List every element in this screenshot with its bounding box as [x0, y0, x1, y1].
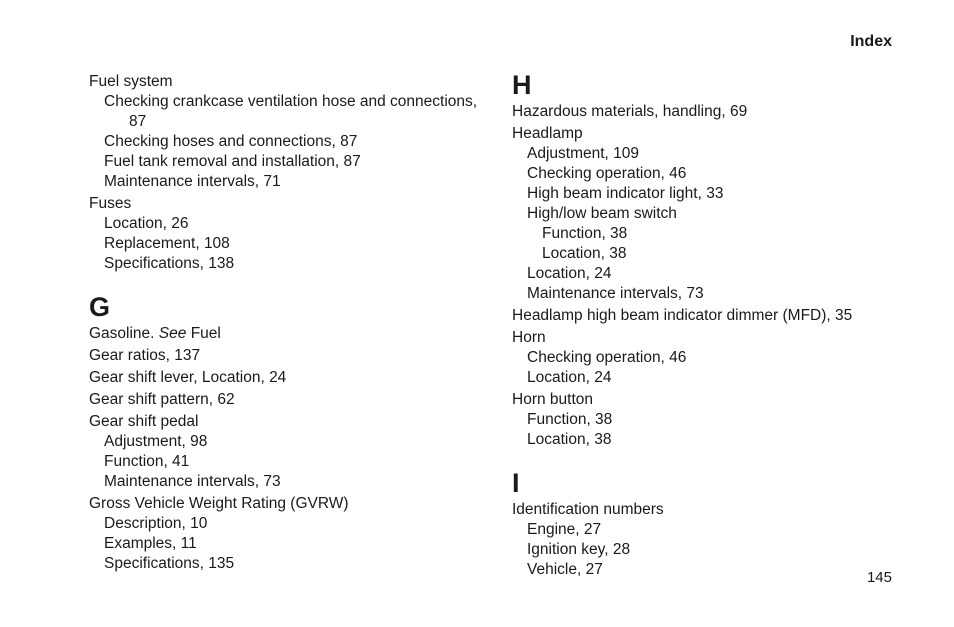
index-entry-gasoline	[89, 324, 479, 344]
index-entry-gear-shift-pedal: Gear shift pedal	[89, 413, 199, 430]
index-subentry-horn-button-function: Function, 38	[527, 411, 613, 428]
index-subsubentry-switch-function: Function, 38	[542, 225, 628, 242]
index-subentry-gvwr-description: Description, 10	[104, 515, 208, 532]
index-entry-identification: Identification numbers	[512, 501, 664, 518]
index-subentry-gvwr-specifications: Specifications, 135	[104, 555, 235, 572]
index-entry-horn: Horn	[512, 329, 546, 346]
index-subentry-pedal-maintenance: Maintenance intervals, 73	[104, 473, 281, 490]
index-subentry-headlamp-checking: Checking operation, 46	[527, 165, 687, 182]
gasoline-prefix: Gasoline.	[89, 325, 159, 342]
index-subentry-fuel-tank: Fuel tank removal and installation, 87	[104, 153, 361, 170]
index-entry-fuel-system: Fuel system	[89, 73, 173, 90]
section-letter-i: I	[512, 468, 520, 498]
index-entry-horn-button: Horn button	[512, 391, 593, 408]
index-subentry-pedal-function: Function, 41	[104, 453, 190, 470]
see-reference: See	[158, 325, 187, 342]
index-subentry-engine: Engine, 27	[527, 521, 602, 538]
section-letter-h: H	[512, 70, 532, 100]
index-subentry-headlamp-location: Location, 24	[527, 265, 612, 282]
index-entry-hazardous: Hazardous materials, handling, 69	[512, 103, 748, 120]
page-number: 145	[866, 569, 892, 586]
index-subentry-horn-button-location: Location, 38	[527, 431, 612, 448]
index-entry-headlamp-dimmer: Headlamp high beam indicator dimmer (MFD), 35	[512, 307, 853, 324]
index-subentry-fuses-replacement: Replacement, 108	[104, 235, 230, 252]
gasoline-target: Fuel	[186, 325, 221, 342]
index-subentry-fuses-specifications: Specifications, 138	[104, 255, 235, 272]
index-entry-fuses: Fuses	[89, 195, 132, 212]
index-entry-gear-shift-lever: Gear shift lever, Location, 24	[89, 369, 287, 386]
index-subentry-horn-location: Location, 24	[527, 369, 612, 386]
index-subentry-headlamp-maintenance: Maintenance intervals, 73	[527, 285, 704, 302]
index-column-right	[512, 70, 912, 580]
index-column-left	[89, 70, 479, 574]
index-subentry-crankcase: Checking crankcase ventilation hose and connections, 87	[104, 93, 478, 130]
index-subentry-high-beam-light: High beam indicator light, 33	[527, 185, 724, 202]
running-header: Index	[850, 33, 892, 50]
index-subentry-pedal-adjustment: Adjustment, 98	[104, 433, 208, 450]
index-subentry-fuel-maintenance: Maintenance intervals, 71	[104, 173, 281, 190]
index-subentry-headlamp-adjustment: Adjustment, 109	[527, 145, 640, 162]
index-entry-headlamp: Headlamp	[512, 125, 583, 142]
index-subentry-horn-checking: Checking operation, 46	[527, 349, 687, 366]
index-subentry-fuses-location: Location, 26	[104, 215, 189, 232]
index-entry-gear-shift-pattern: Gear shift pattern, 62	[89, 391, 235, 408]
index-entry-gvwr: Gross Vehicle Weight Rating (GVRW)	[89, 495, 349, 512]
index-subentry-vehicle: Vehicle, 27	[527, 561, 603, 578]
index-subentry-hoses: Checking hoses and connections, 87	[104, 133, 358, 150]
index-subsubentry-switch-location: Location, 38	[542, 245, 627, 262]
index-entry-gear-ratios: Gear ratios, 137	[89, 347, 201, 364]
section-letter-g: G	[89, 292, 111, 322]
index-subentry-beam-switch: High/low beam switch	[527, 205, 677, 222]
index-subentry-ignition-key: Ignition key, 28	[527, 541, 631, 558]
index-subentry-gvwr-examples: Examples, 11	[104, 535, 197, 552]
